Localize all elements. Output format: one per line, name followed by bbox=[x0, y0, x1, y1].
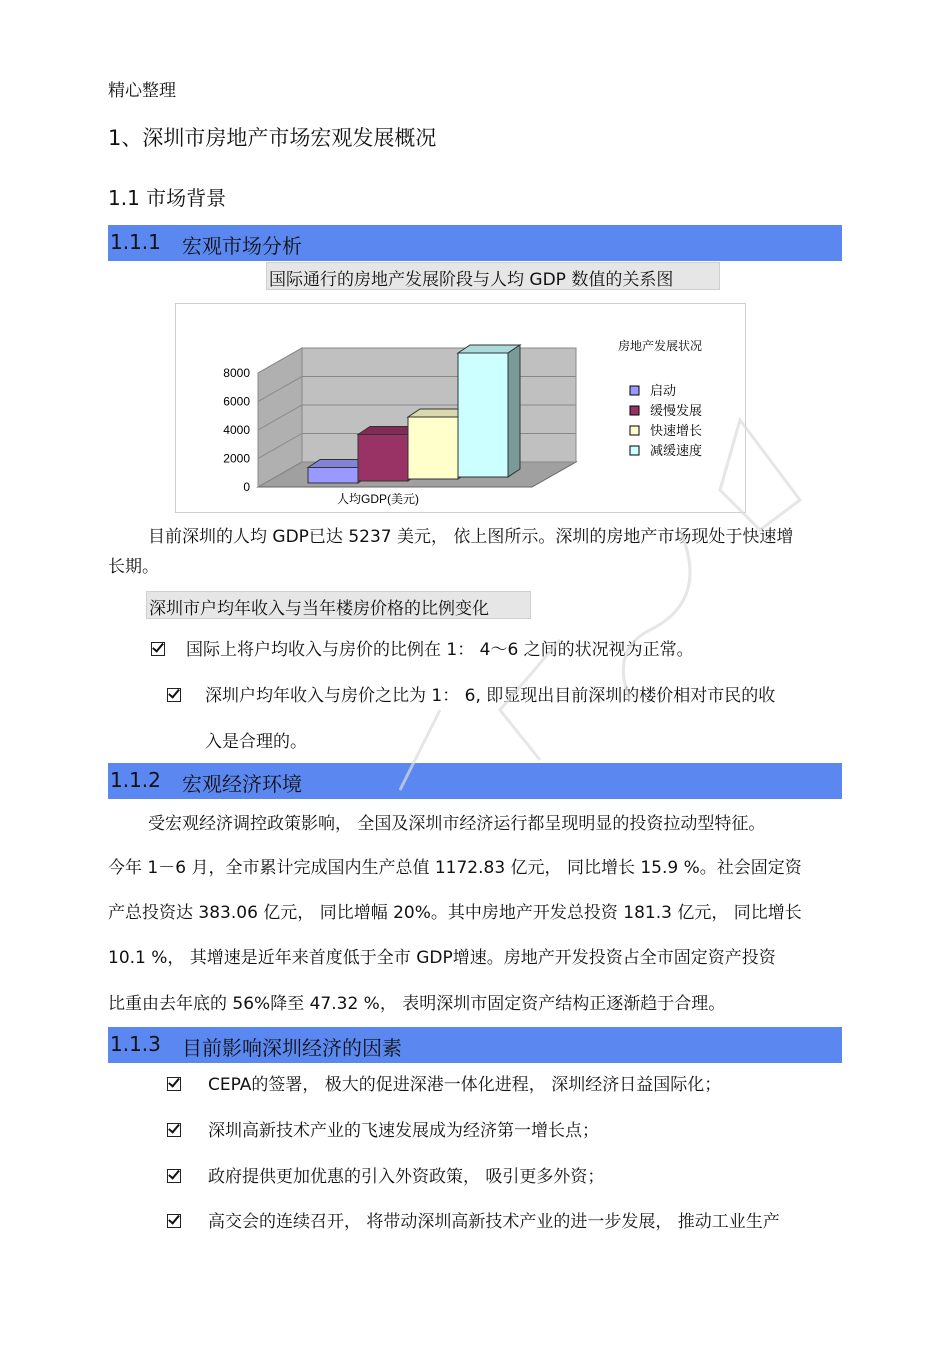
chart-caption: 国际通行的房地产发展阶段与人均 GDP 数值的关系图 bbox=[269, 270, 674, 290]
heading-number: 1.1.2 bbox=[110, 768, 161, 792]
paragraph-line: 长期。 bbox=[108, 557, 159, 577]
paragraph-line: 目前深圳的人均 GDP已达 5237 美元， 依上图所示。深圳的房地产市场现处于快速增 bbox=[148, 527, 794, 547]
watermark-graphic bbox=[380, 380, 820, 800]
list-item: 国际上将户均收入与房价的比例在 1： 4～6 之间的状况视为正常。 bbox=[186, 640, 694, 660]
checkbox-icon bbox=[151, 642, 165, 656]
list-item: 高交会的连续召开， 将带动深圳高新技术产业的进一步发展， 推动工业生产 bbox=[208, 1212, 780, 1232]
list-item: CEPA的签署， 极大的促进深港一体化进程， 深圳经济日益国际化； bbox=[208, 1075, 722, 1095]
paragraph-line: 比重由去年底的 56%降至 47.32 %， 表明深圳市固定资产结构正逐渐趋于合理。 bbox=[108, 994, 726, 1014]
x-axis-label: 人均GDP(美元) bbox=[337, 492, 419, 506]
checkbox-icon bbox=[167, 1077, 181, 1091]
y-tick-label: 2000 bbox=[223, 451, 250, 466]
subsection-title: 1.1 市场背景 bbox=[108, 186, 227, 210]
y-tick-label: 6000 bbox=[223, 394, 250, 409]
paragraph-line: 受宏观经济调控政策影响， 全国及深圳市经济运行都呈现明显的投资拉动型特征。 bbox=[148, 814, 766, 834]
chart-caption-box bbox=[266, 262, 720, 290]
heading-band-1-1-1 bbox=[108, 225, 842, 261]
paragraph-line: 今年 1－6 月，全市累计完成国内生产总值 1172.83 亿元， 同比增长 15.9 %。社会固定资 bbox=[108, 858, 802, 878]
list-item: 深圳户均年收入与房价之比为 1： 6, 即显现出目前深圳的楼价相对市民的收 bbox=[205, 686, 776, 706]
checkbox-icon bbox=[167, 688, 181, 702]
legend-label: 快速增长 bbox=[650, 423, 703, 438]
legend-label: 启动 bbox=[650, 383, 677, 398]
legend-label: 缓慢发展 bbox=[650, 403, 703, 418]
heading-number: 1.1.3 bbox=[110, 1032, 161, 1056]
legend-title: 房地产发展状况 bbox=[618, 339, 703, 353]
list-item-continuation: 入是合理的。 bbox=[205, 732, 307, 752]
paragraph-line: 10.1 %， 其增速是近年来首度低于全市 GDP增速。房地产开发投资占全市固定资产投资 bbox=[108, 948, 776, 968]
y-tick-label: 8000 bbox=[223, 366, 250, 380]
checkbox-icon bbox=[167, 1214, 181, 1228]
heading-band-1-1-3 bbox=[108, 1027, 842, 1063]
y-tick-label: 0 bbox=[243, 480, 250, 494]
list-item: 深圳高新技术产业的飞速发展成为经济第一增长点； bbox=[208, 1121, 599, 1141]
paragraph-line: 产总投资达 383.06 亿元， 同比增幅 20%。其中房地产开发总投资 181.3 亿元， 同比增长 bbox=[108, 903, 802, 923]
y-tick-label: 4000 bbox=[223, 423, 250, 437]
checkbox-icon bbox=[167, 1123, 181, 1137]
checkbox-icon bbox=[167, 1169, 181, 1183]
heading-title: 宏观市场分析 bbox=[182, 234, 302, 258]
heading-title: 目前影响深圳经济的因素 bbox=[182, 1036, 402, 1060]
bar-0 bbox=[308, 468, 358, 484]
page-header: 精心整理 bbox=[108, 81, 176, 101]
subheading-text: 深圳市户均年收入与当年楼房价格的比例变化 bbox=[149, 599, 489, 619]
heading-number: 1.1.1 bbox=[110, 230, 161, 254]
section-title: 1、深圳市房地产市场宏观发展概况 bbox=[108, 126, 437, 150]
list-item: 政府提供更加优惠的引入外资政策， 吸引更多外资； bbox=[208, 1167, 605, 1187]
legend-label: 减缓速度 bbox=[650, 443, 703, 458]
heading-title: 宏观经济环境 bbox=[182, 772, 302, 796]
